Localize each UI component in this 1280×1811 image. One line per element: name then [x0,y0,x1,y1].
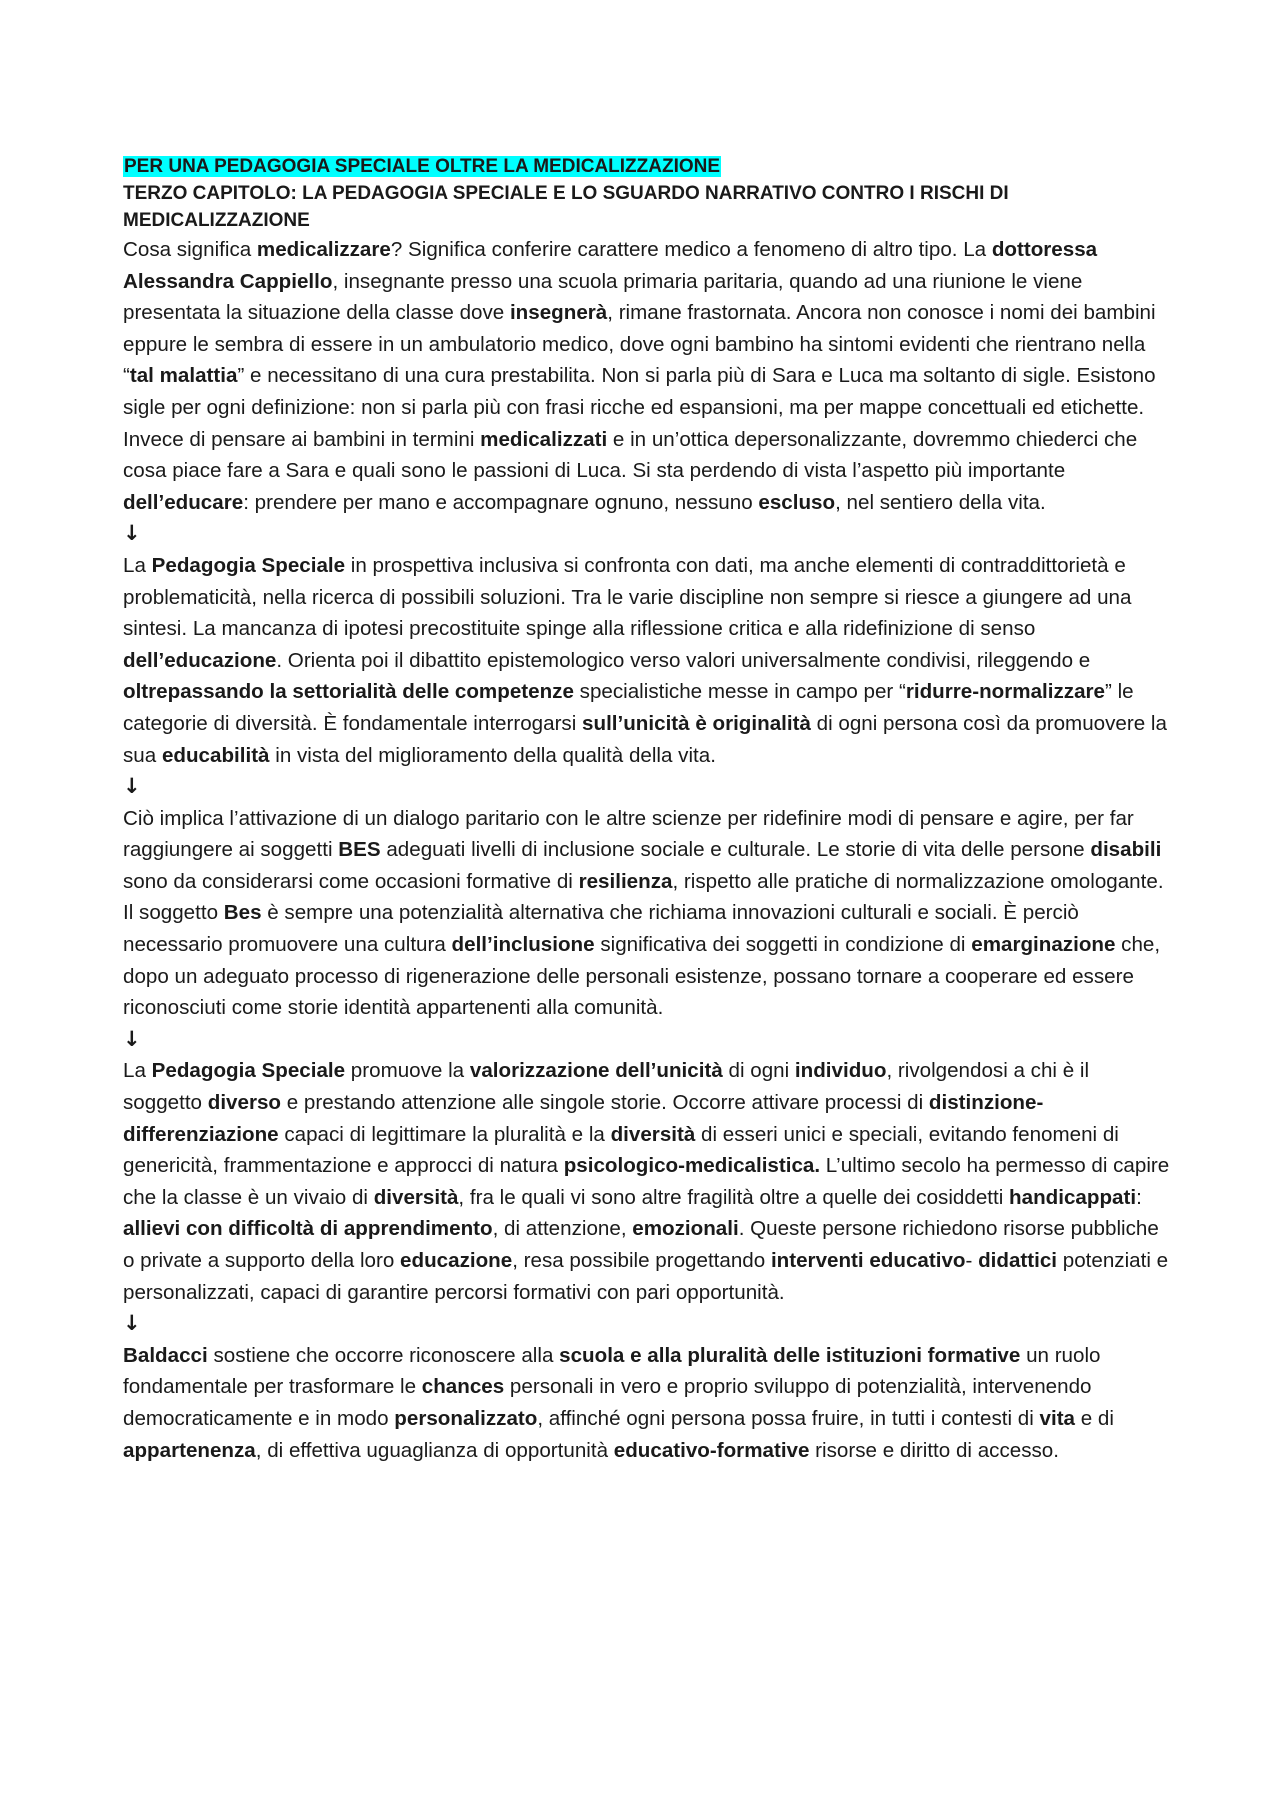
bold-text-run: diversità [610,1122,696,1146]
text-run: L’ultimo secolo ha permesso di capire che la classe è un vivaio di [123,1154,1170,1209]
text-run: ” e necessitano di una cura prestabilita. Non si parla più di Sara e Luca ma soltanto di sigle. Esistono sigle per ogni definizione: non si parla più con frasi ricche ed espansioni, ma per mappe concettuali ed etichette. Invece di pensare ai bambini in termini [123,364,1156,451]
text-run: ? Significa conferire carattere medico a fenomeno di altro tipo. La [390,238,992,261]
bold-text-run: Pedagogia Speciale [151,553,346,577]
bold-text-run: educazione [400,1249,513,1272]
bold-text-run: escluso [758,490,836,514]
bold-text-run: diversità [373,1185,459,1209]
text-run: - [965,1249,979,1272]
paragraph [123,1055,1173,1308]
text-run: sostiene che occorre riconoscere alla [207,1343,560,1367]
text-run: significativa dei soggetti in condizione di [594,933,972,957]
highlighted-title-text: PER UNA PEDAGOGIA SPECIALE OLTRE LA MEDICALIZZAZIONE [124,156,721,177]
text-run: . Orienta poi il dibattito epistemologico verso valori universalmente condivisi, rileggendo e [276,648,1091,672]
bold-text-run: educabilità [161,743,270,767]
document-page [123,153,1173,1466]
bold-text-run: individuo [794,1059,887,1083]
text-run: capaci di legittimare la pluralità e la [278,1122,611,1146]
text-run: che, dopo un adeguato processo di rigenerazione delle personali esistenze, possano tornare a cooperare ed essere riconosciuti come storie identità appartenenti alla comunità. [123,933,1161,1020]
text-run: in vista del miglioramento della qualità della vita. [269,743,716,767]
text-run: , nel sentiero della vita. [835,490,1046,514]
bold-text-run: resilienza [578,869,673,893]
bold-text-run: appartenenza [123,1438,256,1462]
paragraph [123,234,1173,518]
text-run: Cosa significa [123,238,257,261]
bold-text-run: disabili [1090,838,1162,862]
bold-text-run: vita [1039,1406,1076,1430]
bold-text-run: medicalizzati [480,427,608,451]
text-run: un ruolo fondamentale per trasformare le [123,1343,1101,1399]
down-arrow-icon: ↓ [123,521,141,546]
bold-text-run: oltrepassando la settorialità delle competenze [123,680,574,704]
bold-text-run: dell’educazione [123,648,277,672]
text-run: ” le categorie di diversità. È fondamentale interrogarsi [123,680,1134,735]
bold-text-run: dell’inclusione [451,933,595,957]
bold-text-run: emozionali [632,1217,739,1241]
bold-text-run: didattici [978,1249,1058,1272]
text-run: . Queste persone richiedono risorse pubbliche o private a supporto della loro [123,1217,1159,1272]
bold-text-run: distinzione-differenziazione [123,1091,1044,1146]
text-run: risorse e diritto di accesso. [809,1438,1059,1462]
bold-text-run: emarginazione [971,933,1116,957]
paragraph [123,1340,1173,1466]
text-run: La [123,553,152,577]
chapter-subtitle: TERZO CAPITOLO: LA PEDAGOGIA SPECIALE E LO SGUARDO NARRATIVO CONTRO I RISCHI DI MEDICALIZZAZIONE [123,183,1009,231]
bold-text-run: psicologico-medicalistica. [563,1154,821,1178]
bold-text-run: allievi con difficoltà di apprendimento [123,1217,493,1241]
text-run: promuove la [345,1059,470,1083]
bold-text-run: valorizzazione dell’unicità [469,1059,723,1083]
bold-text-run: handicappati [1009,1185,1137,1209]
document-title [123,153,1173,180]
down-arrow-icon: ↓ [123,774,141,799]
text-run: , di attenzione, [492,1217,633,1241]
text-run: adeguati livelli di inclusione sociale e culturale. Le storie di vita delle persone [380,838,1091,862]
text-run: specialistiche messe in campo per “ [573,680,906,704]
bold-text-run: insegnerà [509,301,608,325]
bold-text-run: interventi educativo [770,1249,966,1272]
text-run: sono da considerarsi come occasioni formative di [123,869,579,893]
text-run: di esseri unici e speciali, evitando fenomeni di genericità, frammentazione e approcci di natura [123,1122,1119,1178]
bold-text-run: diverso [207,1091,281,1115]
text-run: Ciò implica l’attivazione di un dialogo paritario con le altre scienze per ridefinire modi di pensare e agire, per far raggiungere ai soggetti [123,806,1134,862]
text-run: e prestando attenzione alle singole storie. Occorre attivare processi di [281,1091,929,1115]
bold-text-run: dottoressa Alessandra Cappiello [123,238,1098,293]
text-run: potenziati e personalizzati, capaci di garantire percorsi formativi con pari opportunità. [123,1249,1169,1304]
text-run: , affinché ogni persona possa fruire, in tutti i contesti di [537,1406,1040,1430]
text-run: , rispetto alle pratiche di normalizzazione omologante. Il soggetto [123,869,1164,925]
text-run: e in un’ottica depersonalizzante, dovremmo chiederci che cosa piace fare a Sara e quali sono le passioni di Luca. Si sta perdendo di vista l’aspetto più importante [123,427,1138,483]
text-run: è sempre una potenzialità alternativa che richiama innovazioni culturali e sociali. È perciò necessario promuovere una cultura [123,901,1079,957]
bold-text-run: tal malattia [129,364,238,388]
down-arrow-icon: ↓ [123,1026,141,1051]
paragraph [123,550,1173,771]
text-run: , fra le quali vi sono altre fragilità oltre a quelle dei cosiddetti [458,1185,1010,1209]
text-run: : [1136,1185,1142,1209]
bold-text-run: personalizzato [394,1406,538,1430]
text-run: in prospettiva inclusiva si confronta con dati, ma anche elementi di contraddittorietà e problematicità, nella ricerca di possibili soluzioni. Tra le varie discipline non sempre si riesce a giungere ad una sintesi. La mancanza di ipotesi precostituite spinge alla riflessione critica e alla ridefinizione di senso [123,553,1132,641]
bold-text-run: sull’unicità è originalità [582,711,811,735]
down-arrow-icon: ↓ [123,1311,141,1336]
text-run: personali in vero e proprio sviluppo di potenzialità, intervenendo democraticamente e in modo [123,1375,1092,1430]
text-run: di ogni persona così da promuovere la sua [123,711,1167,767]
text-run: , rivolgendosi a chi è il soggetto [123,1059,1090,1115]
bold-text-run: educativo-formative [613,1438,810,1462]
paragraph [123,803,1173,1024]
bold-text-run: Baldacci [123,1343,208,1367]
bold-text-run: BES [338,838,381,862]
bold-text-run: Bes [223,901,262,925]
text-run: , di effettiva uguaglianza di opportunità [255,1438,614,1462]
text-run: e di [1075,1406,1114,1430]
bold-text-run: scuola e alla pluralità delle istituzioni formative [559,1343,1021,1367]
text-run: La [123,1059,152,1083]
bold-text-run: dell’educare [123,490,244,514]
text-run: , resa possibile progettando [512,1249,771,1272]
bold-text-run: medicalizzare [256,238,391,261]
bold-text-run: chances [421,1375,505,1399]
bold-text-run: Pedagogia Speciale [151,1059,346,1083]
text-run: , insegnante presso una scuola primaria paritaria, quando ad una riunione le viene presentata la situazione della classe dove [123,269,1083,325]
text-run: , rimane frastornata. Ancora non conosce i nomi dei bambini eppure le sembra di essere in un ambulatorio medico, dove ogni bambino ha sintomi evidenti che rientrano nella “ [123,301,1156,388]
text-run: di ogni [722,1059,795,1083]
text-run: : prendere per mano e accompagnare ognuno, nessuno [243,490,759,514]
bold-text-run: ridurre-normalizzare [905,680,1105,704]
